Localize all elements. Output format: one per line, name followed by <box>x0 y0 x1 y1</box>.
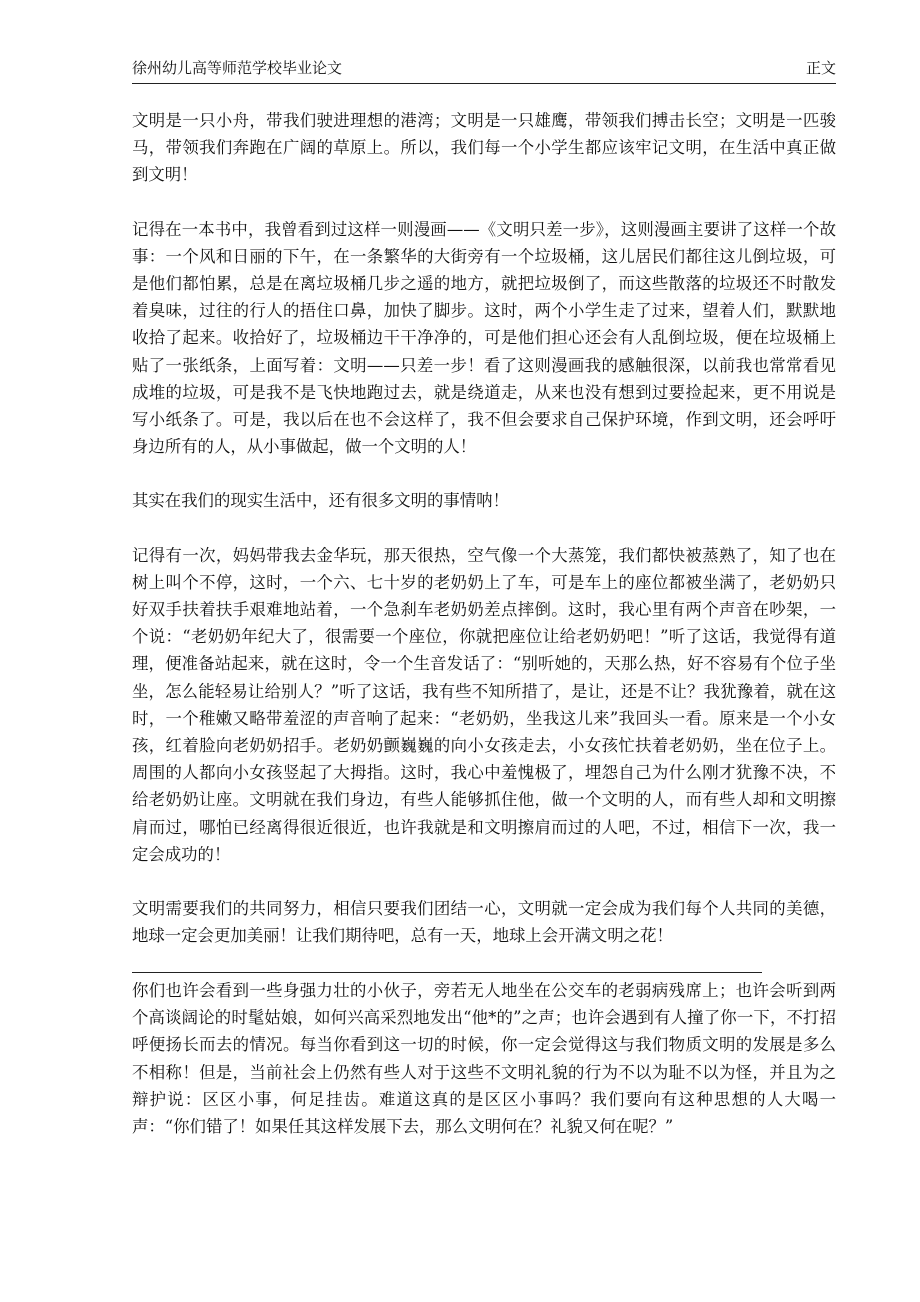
paragraph-4: 记得有一次，妈妈带我去金华玩，那天很热，空气像一个大蒸笼，我们都快被蒸熟了，知了也在树上叫个不停，这时，一个六、七十岁的老奶奶上了车，可是车上的座位都被坐满了，老奶奶只好双手扶着扶手艰难地站着，一个急刹车老奶奶差点摔倒。这时，我心里有两个声音在吵架，一个说：“老奶奶年纪大了，很需要一个座位，你就把座位让给老奶奶吧！”听了这话，我觉得有道理，便准备站起来，就在这时，令一个生音发话了：“别听她的，天那么热，好不容易有个位子坐坐，怎么能轻易让给别人？”听了这话，我有些不知所措了，是让，还是不让？我犹豫着，就在这时，一个稚嫩又略带羞涩的声音响了起来：“老奶奶，坐我这儿来”我回头一看。原来是一个小女孩，红着脸向老奶奶招手。老奶奶颤巍巍的向小女孩走去，小女孩忙扶着老奶奶，坐在位子上。周围的人都向小女孩竖起了大拇指。这时，我心中羞愧极了，埋怨自己为什么刚才犹豫不决，不给老奶奶让座。文明就在我们身边，有些人能够抓住他，做一个文明的人，而有些人却和文明擦肩而过，哪怕已经离得很近很近，也许我就是和文明擦肩而过的人吧，不过，相信下一次，我一定会成功的！ <box>132 545 836 864</box>
page-header <box>132 57 836 84</box>
header-section-label: 正文 <box>805 59 836 77</box>
header-school-title: 徐州幼儿高等师范学校毕业论文 <box>132 59 343 77</box>
footnote-divider <box>132 972 762 973</box>
paragraph-1: 文明是一只小舟，带我们驶进理想的港湾；文明是一只雄鹰，带领我们搏击长空；文明是一匹骏马，带领我们奔跑在广阔的草原上。所以，我们每一个小学生都应该牢记文明，在生活中真正做到文明！ <box>132 111 836 185</box>
body-text <box>132 107 836 949</box>
paragraph-2: 记得在一本书中，我曾看到过这样一则漫画——《文明只差一步》，这则漫画主要讲了这样一个故事：一个风和日丽的下午，在一条繁华的大街旁有一个垃圾桶，这儿居民们都往这儿倒垃圾，可是他们都怕累，总是在离垃圾桶几步之遥的地方，就把垃圾倒了，而这些散落的垃圾还不时散发着臭味，过往的行人的捂住口鼻，加快了脚步。这时，两个小学生走了过来，望着人们，默默地收拾了起来。收拾好了，垃圾桶边干干净净的，可是他们担心还会有人乱倒垃圾，便在垃圾桶上贴了一张纸条，上面写着：文明——只差一步！看了这则漫画我的感触很深，以前我也常常看见成堆的垃圾，可是我不是飞快地跑过去，就是绕道走，从来也没有想到过要捡起来，更不用说是写小纸条了。可是，我以后在也不会这样了，我不但会要求自己保护环境，作到文明，还会呼吁身边所有的人，从小事做起，做一个文明的人！ <box>132 219 836 457</box>
paragraph-3: 其实在我们的现实生活中，还有很多文明的事情呐！ <box>132 491 509 511</box>
paragraph-5: 文明需要我们的共同努力，相信只要我们团结一心，文明就一定会成为我们每个人共同的美德，地球一定会更加美丽！让我们期待吧，总有一天，地球上会开满文明之花！ <box>132 899 836 946</box>
footnote-text: 你们也许会看到一些身强力壮的小伙子，旁若无人地坐在公交车的老弱病残席上；也许会听到两个高谈阔论的时髦姑娘，如何兴高采烈地发出“他*的”之声；也许会遇到有人撞了你一下，不打招呼便扬长而去的情况。每当你看到这一切的时候，你一定会觉得这与我们物质文明的发展是多么不相称！但是，当前社会上仍然有些人对于这些不文明礼貌的行为不以为耻不以为怪，并且为之辩护说：区区小事，何足挂齿。难道这真的是区区小事吗？我们要向有这种思想的人大喝一声：“你们错了！如果任其这样发展下去，那么文明何在？礼貌又何在呢？” <box>132 981 836 1137</box>
